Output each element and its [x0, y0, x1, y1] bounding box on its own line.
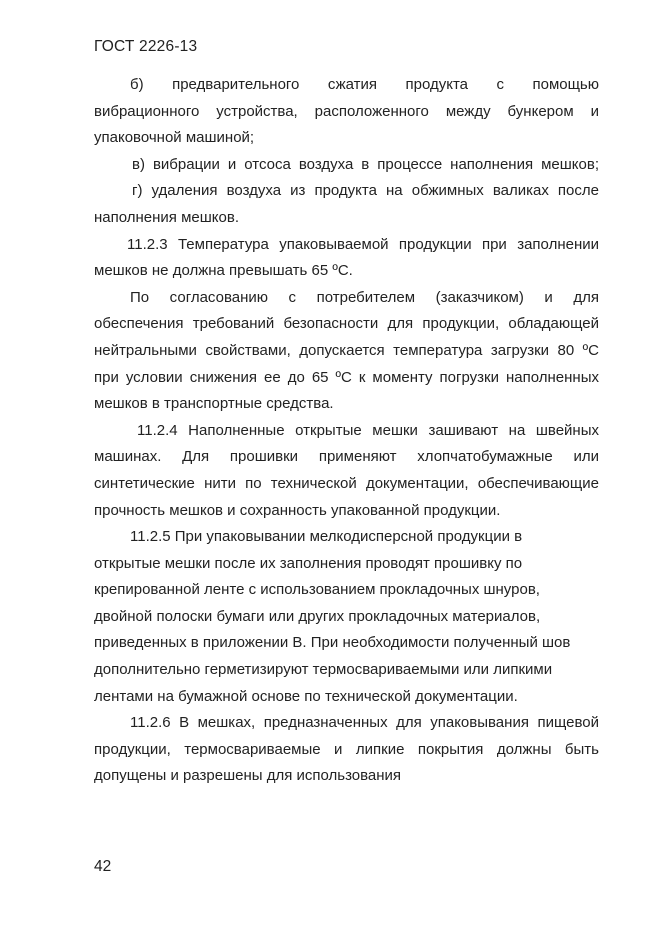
text-line: 11.2.6 В мешках, предназначенных для упаковывания пищевой	[130, 714, 599, 732]
text-line: По согласованию с потребителем (заказчиком) и для	[130, 288, 599, 306]
text-line: вибрационного устройства, расположенного между бункером и	[94, 102, 599, 120]
text-line: при условии снижения ее до 65 ºС к моменту погрузки наполненных	[94, 368, 599, 386]
text-line: крепированной ленте с использованием прокладочных шнуров,	[94, 581, 540, 599]
text-line: прочность мешков и сохранность упакованной продукции.	[94, 501, 501, 519]
text-line: машинах. Для прошивки применяют хлопчатобумажные или	[94, 448, 599, 466]
text-line: мешков не должна превышать 65 ºС.	[94, 262, 353, 280]
text-line: двойной полоски бумаги или других прокладочных материалов,	[94, 607, 541, 625]
text-line: допущены и разрешены для использования	[94, 767, 402, 785]
text-line: в) вибрации и отсоса воздуха в процессе наполнения мешков;	[132, 155, 599, 173]
text-line: открытые мешки после их заполнения проводят прошивку по	[94, 554, 523, 572]
text-line: упаковочной машиной;	[94, 129, 255, 147]
text-line: продукции, термосвариваемые и липкие покрытия должны быть	[94, 740, 599, 758]
text-line: 11.2.5 При упаковывании мелкодисперсной продукции в	[130, 528, 523, 546]
text-line: приведенных в приложении В. При необходимости полученный шов	[94, 634, 571, 652]
page-number: 42	[94, 858, 112, 875]
text-line: г) удаления воздуха из продукта на обжимных валиках после	[132, 182, 599, 200]
text-line: 11.2.4 Наполненные открытые мешки зашивают на швейных	[137, 421, 599, 439]
text-line: мешков в транспортные средства.	[94, 395, 334, 413]
text-line: дополнительно герметизируют термосвариваемыми или липкими	[94, 661, 553, 679]
text-line: 11.2.3 Температура упаковываемой продукции при заполнении	[127, 235, 599, 253]
text-line: синтетические нити по технической документации, обеспечивающие	[94, 474, 599, 492]
text-line: наполнения мешков.	[94, 208, 239, 226]
text-line: нейтральными свойствами, допускается температура загрузки 80 ºС	[94, 341, 599, 359]
text-line: обеспечения требований безопасности для продукции, обладающей	[94, 315, 599, 333]
body-text	[94, 72, 599, 790]
document-code-header: ГОСТ 2226-13	[94, 38, 198, 55]
text-line: лентами на бумажной основе по технической документации.	[94, 687, 518, 705]
text-line: б) предварительного сжатия продукта с помощью	[130, 76, 599, 93]
